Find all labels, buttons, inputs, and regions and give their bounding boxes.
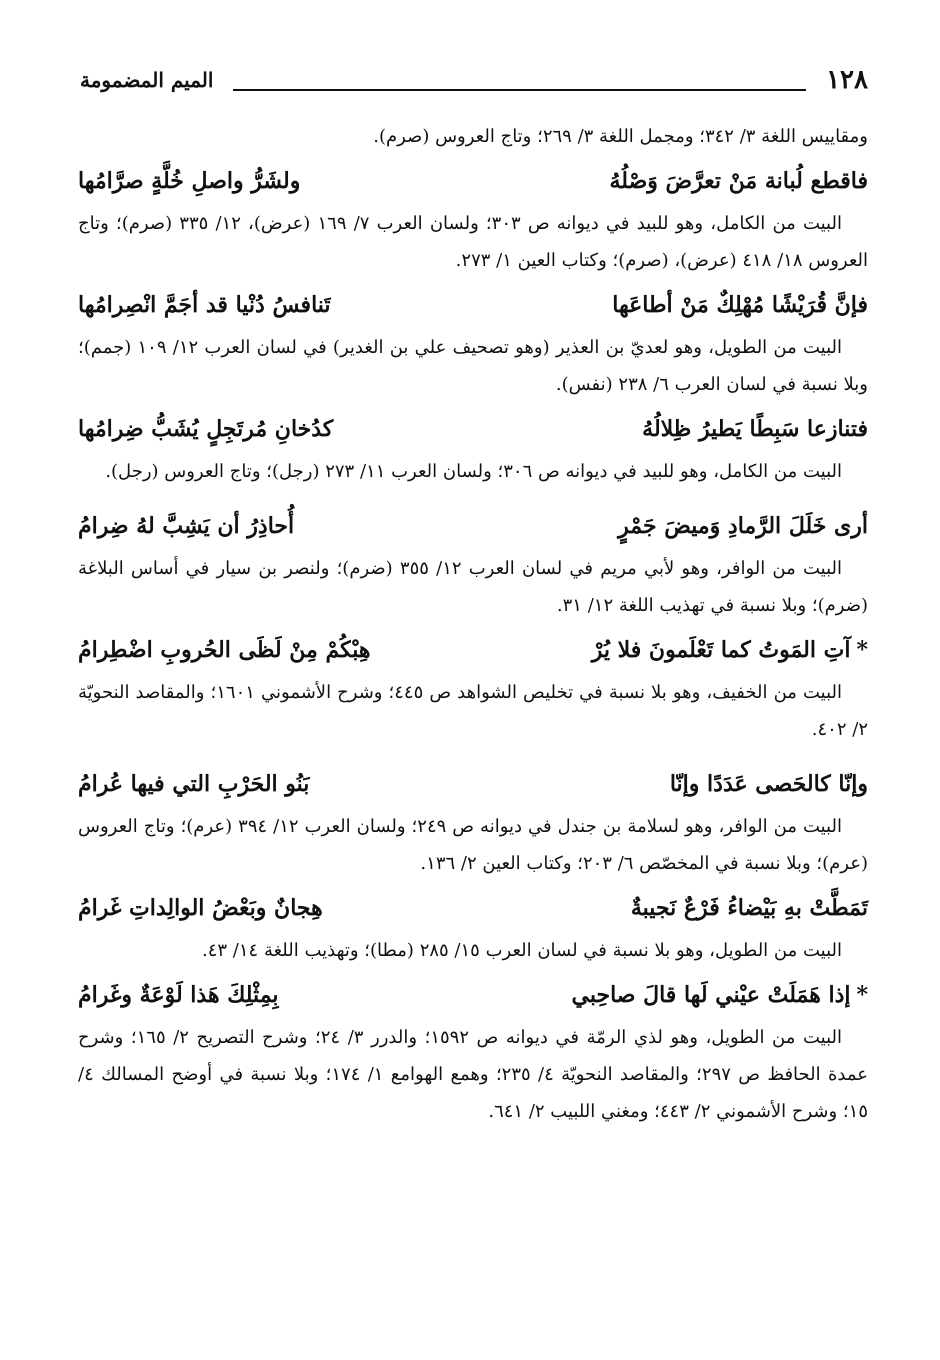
verse-first-hemistich-text: إذا هَمَلَتْ عيْني لَها قالَ صاحِبي [571,982,851,1008]
verse-first-hemistich: أرى خَلَلَ الرَّمادِ وَميضَ جَمْرٍ [618,513,868,539]
header-rule [233,89,806,91]
page-body [78,118,868,1130]
verse-note: البيت من الطويل، وهو بلا نسبة في لسان العرب ١٥/ ٢٨٥ (مطا)؛ وتهذيب اللغة ١٤/ ٤٣. [202,940,842,961]
asterisk-marker: * [856,982,868,1008]
verse-line [78,630,868,670]
verse-line [78,764,868,804]
spacer [78,748,868,758]
verse-note: البيت من الوافر، وهو لسلامة بن جندل في ديوانه ص ٢٤٩؛ ولسان العرب ١٢/ ٣٩٤ (عرم)؛ وتاج العروس (عرم)؛ وبلا نسبة في المخصّص ٦/ ٢٠٣؛ وكتاب العين ٢/ ١٣٦. [78,816,868,874]
verse-second-hemistich: هِجانٌ وبَعْضُ الوالِداتِ غَرامُ [78,895,323,921]
verse-second-hemistich: تَنافسُ دُنْيا قد أجَمَّ انْصِرامُها [78,292,331,318]
verse-second-hemistich: بَنُو الحَرْبِ التي فيها عُرامُ [78,771,310,797]
verse-line [78,888,868,928]
verse-note: البيت من الكامل، وهو للبيد في ديوانه ص ٣٠٣؛ ولسان العرب ٧/ ١٦٩ (عرض)، ١٢/ ٣٣٥ (صرم)؛ وتاج العروس ١٨/ ٤١٨ (عرض)، (صرم)؛ وكتاب العين ١/ ٢٧٣. [78,213,868,271]
verse-note: البيت من الوافر، وهو لأبي مريم في لسان العرب ١٢/ ٣٥٥ (ضرم)؛ ولنصر بن سيار في أساس البلاغة (ضرم)؛ وبلا نسبة في تهذيب اللغة ١٢/ ٣١. [78,558,868,616]
verse-first-hemistich: تَمَطَّتْ بهِ بَيْضاءُ فَرْعٌ نَجيبةٌ [630,895,868,921]
verse-note: البيت من الكامل، وهو للبيد في ديوانه ص ٣٠٦؛ ولسان العرب ١١/ ٢٧٣ (رجل)؛ وتاج العروس (رجل). [105,461,842,482]
verse-line [78,409,868,449]
verse-first-hemistich: فاقطع لُبانة مَنْ تعرَّضَ وَصْلُهُ [609,168,868,194]
verse-second-hemistich: أُحاذِرُ أن يَشِبَّ لهُ ضِرامُ [78,513,295,539]
verse-line [78,285,868,325]
verse-first-hemistich: وإنّا كالحَصى عَدَدًا وإنّا [669,771,868,797]
verse-second-hemistich: بِمِثْلِكَ هَذا لَوْعَةٌ وغَرامُ [78,982,279,1008]
verse-first-hemistich-text: آتِ المَوتُ كما تَعْلَمونَ فلا يُرْ [591,637,851,663]
note-continuation: ومقاييس اللغة ٣/ ٣٤٢؛ ومجمل اللغة ٣/ ٢٦٩؛ وتاج العروس (صرم). [373,126,868,147]
spacer [78,490,868,500]
page-header [80,60,868,100]
verse-first-hemistich [592,630,868,670]
verse-line [78,506,868,546]
verse-line [78,161,868,201]
running-title: الميم المضمومة [80,68,214,92]
verse-second-hemistich: هِبْكُمْ مِنْ لَظَى الحُروبِ اضْطِرامُ [78,637,371,663]
verse-first-hemistich [572,975,869,1015]
verse-second-hemistich: ولشَرُّ واصلِ خُلَّةٍ صرَّامُها [78,168,301,194]
page-number: ١٢٨ [826,65,868,95]
verse-note: البيت من الخفيف، وهو بلا نسبة في تخليص الشواهد ص ٤٤٥؛ وشرح الأشموني ١٦٠١؛ والمقاصد النحويّة ٢/ ٤٠٢. [78,682,868,740]
verse-note: البيت من الطويل، وهو لذي الرمّة في ديوانه ص ١٥٩٢؛ والدرر ٣/ ٢٤؛ وشرح التصريح ٢/ ١٦٥؛ وشرح عمدة الحافظ ص ٢٩٧؛ والمقاصد النحويّة ٤/ ٢٣٥؛ وهمع الهوامع ١/ ١٧٤؛ وبلا نسبة في أوضح المسالك ٤/ ١٥؛ وشرح الأشموني ٢/ ٤٤٣؛ ومغني اللبيب ٢/ ٦٤١. [78,1027,868,1122]
verse-first-hemistich: فإنَّ قُرَيْشًا مُهْلِكٌ مَنْ أطاعَها [612,292,868,318]
asterisk-marker: * [856,637,868,663]
verse-note: البيت من الطويل، وهو لعديّ بن العذير (وهو تصحيف علي بن الغدير) في لسان العرب ١٢/ ١٠٩ (جمم)؛ وبلا نسبة في لسان العرب ٦/ ٢٣٨ (نفس). [78,337,868,395]
verse-first-hemistich: فتنازعا سَبِطًا يَطيرُ ظِلالُهُ [642,416,868,442]
verse-second-hemistich: كدُخانِ مُرتَجِلٍ يُشَبُّ ضِرامُها [78,416,334,442]
verse-line [78,975,868,1015]
